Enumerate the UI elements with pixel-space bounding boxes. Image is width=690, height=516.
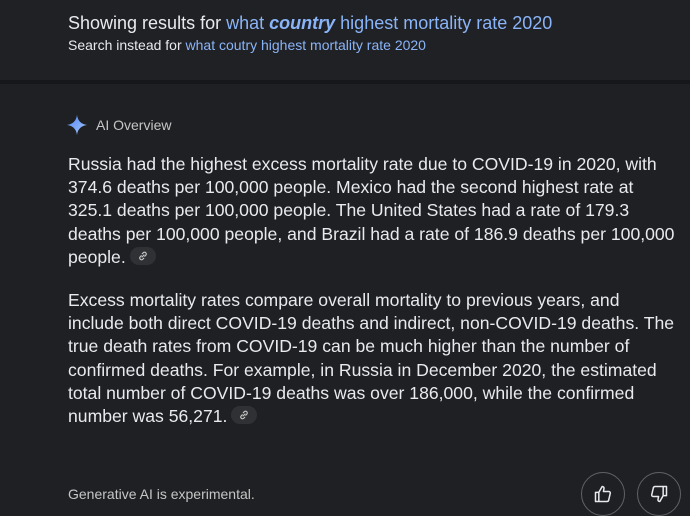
corrected-query-part: highest mortality rate 2020 <box>340 13 553 33</box>
citation-link-button[interactable] <box>130 247 156 265</box>
original-query-link[interactable]: what coutry highest mortality rate 2020 <box>185 37 426 53</box>
ai-overview-label: AI Overview <box>96 117 172 133</box>
citation-link-button[interactable] <box>231 406 257 424</box>
ai-overview-paragraph <box>68 289 678 428</box>
corrected-query-emphasis: country <box>269 13 336 33</box>
link-icon <box>238 409 250 421</box>
thumbs-up-button[interactable] <box>581 472 625 516</box>
corrected-query-part: what <box>226 13 265 33</box>
paragraph-text: Excess mortality rates compare overall mortality to previous years, and include both direct COVID-19 deaths and indirect, non-COVID-19 deaths. The true death rates from COVID-19 can be much higher than the number of confirmed deaths. For example, in Russia in December 2020, the estimated total number of COVID-19 deaths was over 186,000, while the confirmed number was 56,271. <box>68 290 675 427</box>
showing-results-prefix: Showing results for <box>68 13 222 33</box>
sparkle-icon <box>66 114 88 136</box>
search-instead-line <box>68 36 426 54</box>
search-instead-prefix: Search instead for <box>68 37 182 53</box>
showing-results-line <box>68 12 552 34</box>
generative-ai-disclaimer: Generative AI is experimental. <box>68 486 255 502</box>
link-icon <box>137 250 149 262</box>
paragraph-text: Russia had the highest excess mortality rate due to COVID-19 in 2020, with 374.6 deaths per 100,000 people. Mexico had the second highest rate at 325.1 deaths per 100,000 people. The United States had a rate of 179.3 deaths per 100,000 people, and Brazil had a rate of 186.9 deaths per 100,000 people. <box>68 154 675 267</box>
corrected-query-link[interactable] <box>226 13 552 33</box>
thumbs-down-icon <box>649 484 669 504</box>
thumbs-down-button[interactable] <box>637 472 681 516</box>
ai-overview-header <box>68 114 171 136</box>
thumbs-up-icon <box>593 484 613 504</box>
ai-overview-paragraph <box>68 153 678 269</box>
